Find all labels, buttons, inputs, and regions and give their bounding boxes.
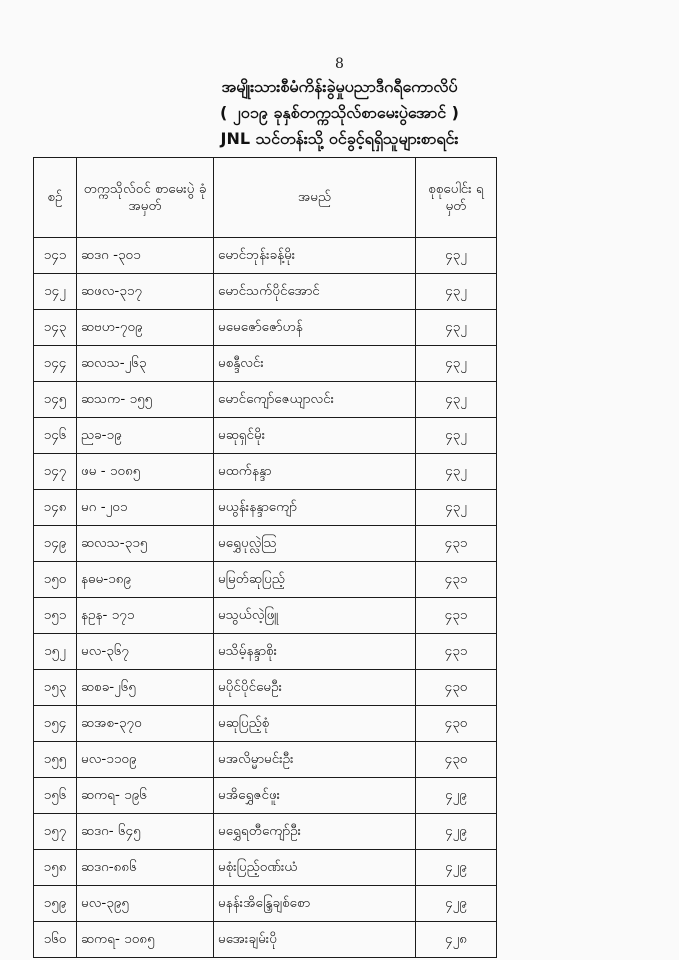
student-name-cell: မဆုရှင်မိုး bbox=[214, 418, 416, 454]
total-marks-cell: ၄၃၀ bbox=[416, 742, 497, 778]
serial-number-cell: ၁၅၂ bbox=[34, 634, 77, 670]
total-marks-cell: ၄၃၂ bbox=[416, 274, 497, 310]
table-row bbox=[34, 670, 497, 706]
total-marks-cell: ၄၃၂ bbox=[416, 418, 497, 454]
student-name-cell: မောင်ဘုန်းခန့်မိုး bbox=[214, 238, 416, 274]
serial-number-cell: ၁၄၄ bbox=[34, 346, 77, 382]
student-name-cell: မမေဇော်ဇော်ဟန် bbox=[214, 310, 416, 346]
serial-number-cell: ၁၄၂ bbox=[34, 274, 77, 310]
student-name-cell: မမြတ်ဆုပြည့် bbox=[214, 562, 416, 598]
total-marks-cell: ၄၃၂ bbox=[416, 382, 497, 418]
total-marks-cell: ၄၃၀ bbox=[416, 706, 497, 742]
roll-number-cell: ဆလသ-၂၆၃ bbox=[77, 346, 214, 382]
table-row bbox=[34, 778, 497, 814]
list-title: JNL သင်တန်းသို့ ဝင်ခွင့်ရရှိသူများစာရင်း bbox=[220, 129, 459, 148]
roll-number-cell: မလ-၃၆၇ bbox=[77, 634, 214, 670]
total-marks-cell: ၄၃၂ bbox=[416, 490, 497, 526]
roll-number-cell: မဂ -၂၀၁ bbox=[77, 490, 214, 526]
total-marks-cell: ၄၂၈ bbox=[416, 922, 497, 958]
student-name-cell: မအိရွှေဇင်ဖူး bbox=[214, 778, 416, 814]
student-name-cell: မသွယ်လဲ့ဖြူ bbox=[214, 598, 416, 634]
exam-year-line: ( ၂၀၁၉ ခုနှစ်တက္ကသိုလ်စာမေးပွဲအောင် ) bbox=[220, 103, 459, 122]
table-row bbox=[34, 742, 497, 778]
table-row bbox=[34, 454, 497, 490]
serial-number-cell: ၁၄၅ bbox=[34, 382, 77, 418]
total-marks-cell: ၄၃၂ bbox=[416, 346, 497, 382]
student-name-cell: မသိမ့်နန္ဒာစိုး bbox=[214, 634, 416, 670]
student-name-cell: မအလိမ္မာမင်းဦး bbox=[214, 742, 416, 778]
roll-number-cell: ဆဒဂ -၃၀၁ bbox=[77, 238, 214, 274]
column-header-total-marks: စုစုပေါင်း ရမှတ် bbox=[416, 158, 497, 238]
serial-number-cell: ၁၄၃ bbox=[34, 310, 77, 346]
serial-number-cell: ၁၅၅ bbox=[34, 742, 77, 778]
admission-table bbox=[33, 157, 497, 958]
serial-number-cell: ၁၅၁ bbox=[34, 598, 77, 634]
table-row bbox=[34, 922, 497, 958]
roll-number-cell: နဥန- ၁၇၁ bbox=[77, 598, 214, 634]
total-marks-cell: ၄၃၂ bbox=[416, 238, 497, 274]
student-name-cell: မစုံးပြည့်ဝဏ်းယံ bbox=[214, 850, 416, 886]
serial-number-cell: ၁၅၉ bbox=[34, 886, 77, 922]
table-row bbox=[34, 238, 497, 274]
roll-number-cell: ဆဒဂ- ၆၄၅ bbox=[77, 814, 214, 850]
total-marks-cell: ၄၂၉ bbox=[416, 814, 497, 850]
roll-number-cell: နဓမ-၁၈၉ bbox=[77, 562, 214, 598]
college-name: အမျိုးသားစီမံကိန်းခွဲမှုပညာဒီဂရီကောလိပ် bbox=[221, 77, 458, 96]
student-name-cell: မအေးချမ်းပို bbox=[214, 922, 416, 958]
serial-number-cell: ၁၅၀ bbox=[34, 562, 77, 598]
serial-number-cell: ၁၅၇ bbox=[34, 814, 77, 850]
total-marks-cell: ၄၂၉ bbox=[416, 886, 497, 922]
table-row bbox=[34, 526, 497, 562]
total-marks-cell: ၄၂၉ bbox=[416, 778, 497, 814]
student-name-cell: မထက်နန္ဒာ bbox=[214, 454, 416, 490]
serial-number-cell: ၁၅၃ bbox=[34, 670, 77, 706]
student-name-cell: မရွှေပုလ္လဲသြ bbox=[214, 526, 416, 562]
table-row bbox=[34, 886, 497, 922]
student-name-cell: မရွှေရတီကျော်ဦး bbox=[214, 814, 416, 850]
student-name-cell: မပိုင်ပိုင်မေဦး bbox=[214, 670, 416, 706]
total-marks-cell: ၄၃၂ bbox=[416, 454, 497, 490]
student-name-cell: မစန္ဒီလင်း bbox=[214, 346, 416, 382]
table-row bbox=[34, 418, 497, 454]
roll-number-cell: ဖမ - ၁၀၈၅ bbox=[77, 454, 214, 490]
roll-number-cell: ဆစခ-၂၆၅ bbox=[77, 670, 214, 706]
total-marks-cell: ၄၃၂ bbox=[416, 310, 497, 346]
roll-number-cell: မလ-၃၉၅ bbox=[77, 886, 214, 922]
table-row bbox=[34, 706, 497, 742]
serial-number-cell: ၁၄၉ bbox=[34, 526, 77, 562]
document-header bbox=[0, 74, 679, 152]
total-marks-cell: ၄၂၉ bbox=[416, 850, 497, 886]
column-header-no: စဉ် bbox=[34, 158, 77, 238]
table-row bbox=[34, 814, 497, 850]
serial-number-cell: ၁၄၆ bbox=[34, 418, 77, 454]
student-name-cell: မောင်သက်ပိုင်အောင် bbox=[214, 274, 416, 310]
serial-number-cell: ၁၅၄ bbox=[34, 706, 77, 742]
column-header-name: အမည် bbox=[214, 158, 416, 238]
table-row bbox=[34, 598, 497, 634]
table-header-row bbox=[34, 158, 497, 238]
serial-number-cell: ၁၄၁ bbox=[34, 238, 77, 274]
table-row bbox=[34, 346, 497, 382]
table-row bbox=[34, 850, 497, 886]
roll-number-cell: ဆသက- ၁၅၅ bbox=[77, 382, 214, 418]
total-marks-cell: ၄၃၁ bbox=[416, 598, 497, 634]
student-name-cell: မဆုပြည့်စုံ bbox=[214, 706, 416, 742]
roll-number-cell: ဆလသ-၃၁၅ bbox=[77, 526, 214, 562]
table-row bbox=[34, 490, 497, 526]
serial-number-cell: ၁၄၇ bbox=[34, 454, 77, 490]
page-number: 8 bbox=[335, 56, 344, 72]
roll-number-cell: မလ-၁၁၀၉ bbox=[77, 742, 214, 778]
table-body bbox=[34, 238, 497, 958]
total-marks-cell: ၄၃၀ bbox=[416, 670, 497, 706]
student-name-cell: မနန်းအိန္ဒြေချစ်စော bbox=[214, 886, 416, 922]
serial-number-cell: ၁၄၈ bbox=[34, 490, 77, 526]
student-name-cell: မယွန်းနန္ဒာကျော် bbox=[214, 490, 416, 526]
table-row bbox=[34, 382, 497, 418]
roll-number-cell: ဆဗဟ-၇၀၉ bbox=[77, 310, 214, 346]
total-marks-cell: ၄၃၁ bbox=[416, 562, 497, 598]
roll-number-cell: ညခ-၁၉ bbox=[77, 418, 214, 454]
table-row bbox=[34, 310, 497, 346]
serial-number-cell: ၁၅၆ bbox=[34, 778, 77, 814]
total-marks-cell: ၄၃၁ bbox=[416, 526, 497, 562]
table-row bbox=[34, 562, 497, 598]
table-row bbox=[34, 274, 497, 310]
table-row bbox=[34, 634, 497, 670]
total-marks-cell: ၄၃၁ bbox=[416, 634, 497, 670]
roll-number-cell: ဆအစ-၃၇၀ bbox=[77, 706, 214, 742]
roll-number-cell: ဆဖလ-၃၁၇ bbox=[77, 274, 214, 310]
serial-number-cell: ၁၆၀ bbox=[34, 922, 77, 958]
student-name-cell: မောင်ကျော်ဇေယျာလင်း bbox=[214, 382, 416, 418]
roll-number-cell: ဆကရ- ၁၉၆ bbox=[77, 778, 214, 814]
roll-number-cell: ဆဒဂ-၈၈၆ bbox=[77, 850, 214, 886]
column-header-roll-number: တက္ကသိုလ်ဝင် စာမေးပွဲ ခုံအမှတ် bbox=[77, 158, 214, 238]
roll-number-cell: ဆကရ- ၁၀၈၅ bbox=[77, 922, 214, 958]
serial-number-cell: ၁၅၈ bbox=[34, 850, 77, 886]
